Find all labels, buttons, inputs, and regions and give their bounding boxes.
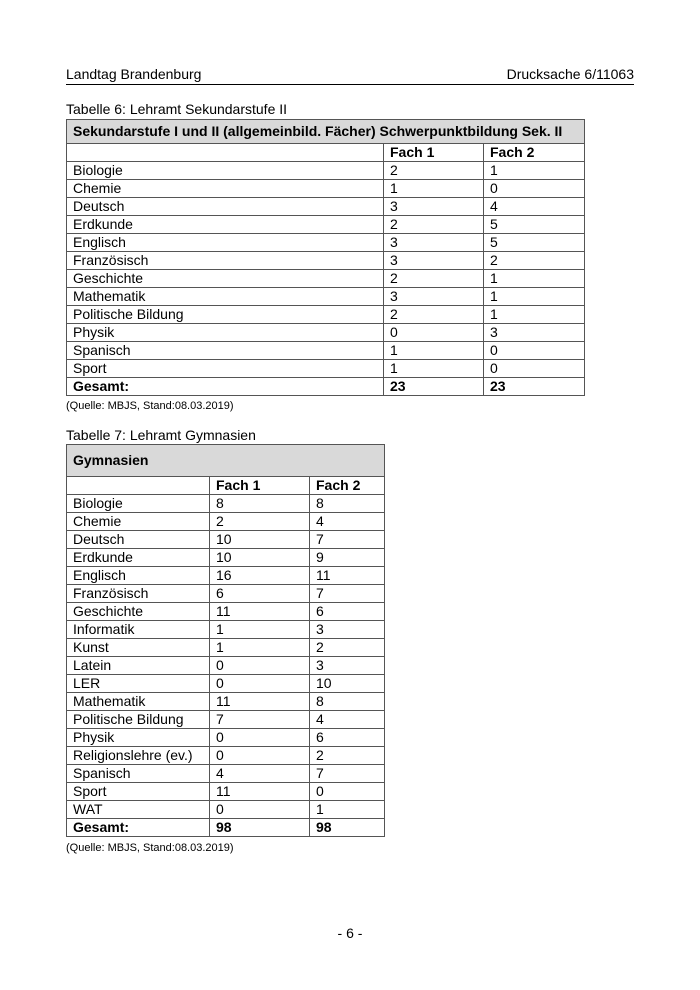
subject-cell: Französisch bbox=[67, 252, 384, 270]
subject-cell: Englisch bbox=[67, 567, 210, 585]
fach2-cell: 0 bbox=[484, 342, 585, 360]
table-row bbox=[67, 270, 585, 288]
fach2-cell: 1 bbox=[484, 288, 585, 306]
table-row bbox=[67, 513, 385, 531]
fach2-cell: 2 bbox=[310, 747, 385, 765]
fach1-cell: 1 bbox=[210, 621, 310, 639]
fach2-cell: 5 bbox=[484, 216, 585, 234]
fach2-cell: 3 bbox=[484, 324, 585, 342]
fach1-cell: 8 bbox=[210, 495, 310, 513]
fach1-cell: 10 bbox=[210, 549, 310, 567]
fach1-cell: 7 bbox=[210, 711, 310, 729]
column-header: Fach 2 bbox=[310, 477, 385, 495]
table-title: Gymnasien bbox=[67, 445, 385, 477]
subject-cell: WAT bbox=[67, 801, 210, 819]
fach1-cell: 3 bbox=[384, 234, 484, 252]
subject-cell: Politische Bildung bbox=[67, 711, 210, 729]
table-row bbox=[67, 783, 385, 801]
column-header-row bbox=[67, 477, 385, 495]
subject-cell: Physik bbox=[67, 324, 384, 342]
table-row bbox=[67, 531, 385, 549]
subject-cell: Spanisch bbox=[67, 342, 384, 360]
fach2-cell: 10 bbox=[310, 675, 385, 693]
table-row bbox=[67, 729, 385, 747]
fach2-cell: 4 bbox=[310, 711, 385, 729]
fach1-cell: 0 bbox=[210, 801, 310, 819]
total-label: Gesamt: bbox=[67, 378, 384, 396]
header-left-title: Landtag Brandenburg bbox=[66, 66, 202, 82]
fach2-cell: 8 bbox=[310, 495, 385, 513]
fach1-cell: 2 bbox=[384, 162, 484, 180]
fach1-cell: 2 bbox=[384, 306, 484, 324]
fach1-cell: 3 bbox=[384, 288, 484, 306]
fach2-cell: 7 bbox=[310, 585, 385, 603]
fach1-cell: 0 bbox=[210, 729, 310, 747]
fach1-cell: 1 bbox=[384, 360, 484, 378]
table-row bbox=[67, 162, 585, 180]
subject-cell: Erdkunde bbox=[67, 549, 210, 567]
subject-cell: Chemie bbox=[67, 180, 384, 198]
fach2-cell: 11 bbox=[310, 567, 385, 585]
header-divider bbox=[66, 84, 634, 85]
table6-source: (Quelle: MBJS, Stand:08.03.2019) bbox=[66, 400, 234, 412]
fach1-cell: 10 bbox=[210, 531, 310, 549]
fach2-cell: 5 bbox=[484, 234, 585, 252]
fach2-cell: 1 bbox=[484, 270, 585, 288]
table-row bbox=[67, 252, 585, 270]
table-row bbox=[67, 621, 385, 639]
fach1-cell: 2 bbox=[210, 513, 310, 531]
table7-caption: Tabelle 7: Lehramt Gymnasien bbox=[66, 427, 256, 443]
table-row bbox=[67, 198, 585, 216]
table6-caption: Tabelle 6: Lehramt Sekundarstufe II bbox=[66, 101, 288, 117]
subject-cell: Physik bbox=[67, 729, 210, 747]
table-title-row bbox=[67, 120, 585, 144]
total-value: 98 bbox=[310, 819, 385, 837]
column-header: Fach 1 bbox=[210, 477, 310, 495]
table7 bbox=[66, 444, 385, 837]
fach2-cell: 7 bbox=[310, 765, 385, 783]
fach2-cell: 1 bbox=[484, 162, 585, 180]
table-row bbox=[67, 675, 385, 693]
subject-cell: Sport bbox=[67, 783, 210, 801]
subject-cell: Sport bbox=[67, 360, 384, 378]
table7-source: (Quelle: MBJS, Stand:08.03.2019) bbox=[66, 842, 234, 854]
table-row bbox=[67, 585, 385, 603]
subject-cell: Biologie bbox=[67, 162, 384, 180]
column-header-row bbox=[67, 144, 585, 162]
table-row bbox=[67, 567, 385, 585]
fach1-cell: 11 bbox=[210, 693, 310, 711]
total-value: 98 bbox=[210, 819, 310, 837]
table-row bbox=[67, 765, 385, 783]
total-label: Gesamt: bbox=[67, 819, 210, 837]
subject-cell: Mathematik bbox=[67, 288, 384, 306]
subject-cell: Englisch bbox=[67, 234, 384, 252]
table-row bbox=[67, 216, 585, 234]
subject-cell: Deutsch bbox=[67, 531, 210, 549]
table-row bbox=[67, 360, 585, 378]
fach2-cell: 4 bbox=[310, 513, 385, 531]
fach2-cell: 2 bbox=[484, 252, 585, 270]
fach1-cell: 2 bbox=[384, 216, 484, 234]
subject-cell: Französisch bbox=[67, 585, 210, 603]
total-value: 23 bbox=[384, 378, 484, 396]
fach2-cell: 0 bbox=[484, 180, 585, 198]
fach1-cell: 0 bbox=[210, 675, 310, 693]
fach2-cell: 6 bbox=[310, 603, 385, 621]
subject-cell: Kunst bbox=[67, 639, 210, 657]
fach2-cell: 7 bbox=[310, 531, 385, 549]
fach1-cell: 0 bbox=[210, 747, 310, 765]
page-number: - 6 - bbox=[337, 925, 363, 941]
fach1-cell: 0 bbox=[210, 657, 310, 675]
subject-cell: Chemie bbox=[67, 513, 210, 531]
subject-cell: Erdkunde bbox=[67, 216, 384, 234]
table-row bbox=[67, 549, 385, 567]
fach2-cell: 0 bbox=[310, 783, 385, 801]
table-row bbox=[67, 801, 385, 819]
table-row bbox=[67, 603, 385, 621]
fach1-cell: 4 bbox=[210, 765, 310, 783]
fach2-cell: 2 bbox=[310, 639, 385, 657]
fach2-cell: 1 bbox=[484, 306, 585, 324]
fach2-cell: 1 bbox=[310, 801, 385, 819]
subject-cell: Mathematik bbox=[67, 693, 210, 711]
fach1-cell: 11 bbox=[210, 603, 310, 621]
fach1-cell: 2 bbox=[384, 270, 484, 288]
table-row bbox=[67, 324, 585, 342]
column-header: Fach 2 bbox=[484, 144, 585, 162]
table-row bbox=[67, 234, 585, 252]
total-value: 23 bbox=[484, 378, 585, 396]
fach2-cell: 9 bbox=[310, 549, 385, 567]
fach1-cell: 0 bbox=[384, 324, 484, 342]
fach2-cell: 4 bbox=[484, 198, 585, 216]
fach2-cell: 0 bbox=[484, 360, 585, 378]
fach1-cell: 11 bbox=[210, 783, 310, 801]
table-title-row bbox=[67, 445, 385, 477]
table-row bbox=[67, 711, 385, 729]
column-header bbox=[67, 144, 384, 162]
table-row bbox=[67, 288, 585, 306]
table-row bbox=[67, 342, 585, 360]
subject-cell: LER bbox=[67, 675, 210, 693]
subject-cell: Spanisch bbox=[67, 765, 210, 783]
table-title: Sekundarstufe I und II (allgemeinbild. Fächer) Schwerpunktbildung Sek. II bbox=[67, 120, 585, 144]
fach1-cell: 3 bbox=[384, 198, 484, 216]
fach1-cell: 16 bbox=[210, 567, 310, 585]
fach1-cell: 1 bbox=[384, 342, 484, 360]
table-row bbox=[67, 693, 385, 711]
subject-cell: Geschichte bbox=[67, 603, 210, 621]
table-row bbox=[67, 180, 585, 198]
fach2-cell: 8 bbox=[310, 693, 385, 711]
subject-cell: Religionslehre (ev.) bbox=[67, 747, 210, 765]
fach2-cell: 3 bbox=[310, 657, 385, 675]
column-header: Fach 1 bbox=[384, 144, 484, 162]
fach1-cell: 6 bbox=[210, 585, 310, 603]
table-row bbox=[67, 495, 385, 513]
table-row bbox=[67, 657, 385, 675]
total-row bbox=[67, 819, 385, 837]
table-row bbox=[67, 306, 585, 324]
table6 bbox=[66, 119, 585, 396]
table-row bbox=[67, 639, 385, 657]
total-row bbox=[67, 378, 585, 396]
subject-cell: Deutsch bbox=[67, 198, 384, 216]
column-header bbox=[67, 477, 210, 495]
table-row bbox=[67, 747, 385, 765]
fach2-cell: 6 bbox=[310, 729, 385, 747]
header-document-number: Drucksache 6/11063 bbox=[506, 66, 634, 82]
fach1-cell: 1 bbox=[210, 639, 310, 657]
fach1-cell: 1 bbox=[384, 180, 484, 198]
subject-cell: Geschichte bbox=[67, 270, 384, 288]
subject-cell: Biologie bbox=[67, 495, 210, 513]
fach1-cell: 3 bbox=[384, 252, 484, 270]
fach2-cell: 3 bbox=[310, 621, 385, 639]
subject-cell: Informatik bbox=[67, 621, 210, 639]
subject-cell: Latein bbox=[67, 657, 210, 675]
subject-cell: Politische Bildung bbox=[67, 306, 384, 324]
